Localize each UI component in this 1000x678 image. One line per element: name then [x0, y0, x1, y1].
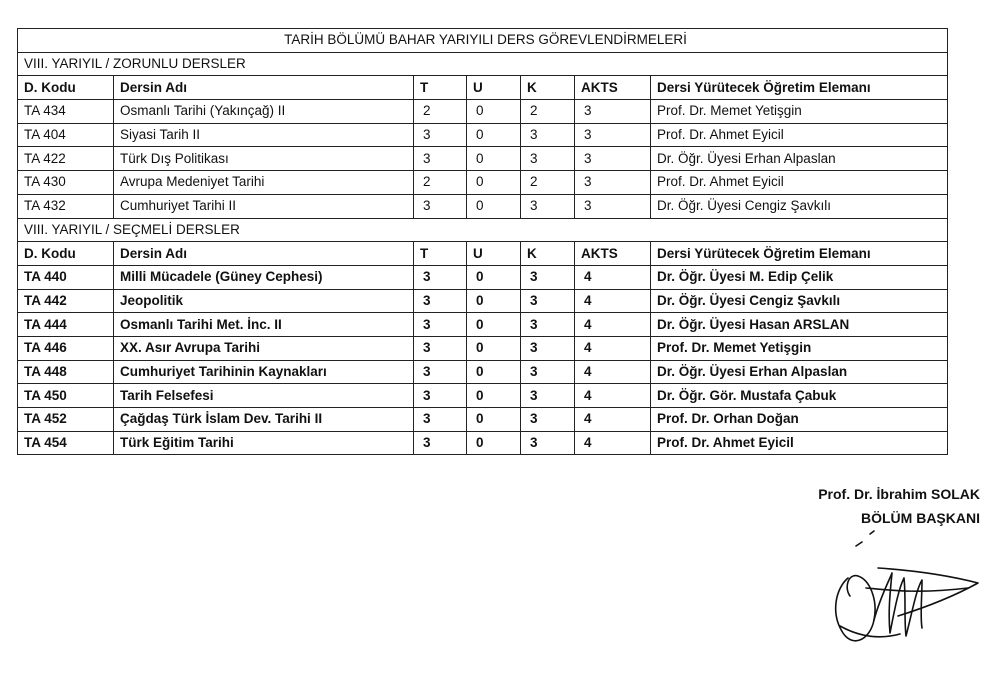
instructor-cell: Dr. Öğr. Gör. Mustafa Çabuk	[651, 384, 948, 408]
akts-cell: 4	[575, 431, 651, 455]
practice-hours-cell: 0	[467, 408, 521, 432]
instructor-cell: Dr. Öğr. Üyesi M. Edip Çelik	[651, 265, 948, 289]
credits-cell: 3	[521, 360, 575, 384]
column-header-credits: K	[521, 242, 575, 266]
practice-hours-cell: 0	[467, 171, 521, 195]
course-code-cell: TA 430	[18, 171, 114, 195]
course-code-cell: TA 446	[18, 336, 114, 360]
course-name-cell: Jeopolitik	[114, 289, 414, 313]
theory-hours-cell: 3	[414, 265, 467, 289]
theory-hours-cell: 3	[414, 123, 467, 147]
course-name-cell: Siyasi Tarih II	[114, 123, 414, 147]
compulsory-column-header-row	[18, 76, 948, 100]
practice-hours-cell: 0	[467, 289, 521, 313]
practice-hours-cell: 0	[467, 336, 521, 360]
akts-cell: 4	[575, 265, 651, 289]
akts-cell: 3	[575, 194, 651, 218]
table-row	[18, 336, 948, 360]
table-row	[18, 100, 948, 124]
instructor-cell: Dr. Öğr. Üyesi Cengiz Şavkılı	[651, 194, 948, 218]
document-title: TARİH BÖLÜMÜ BAHAR YARIYILI DERS GÖREVLENDİRMELERİ	[18, 29, 948, 53]
instructor-cell: Prof. Dr. Ahmet Eyicil	[651, 431, 948, 455]
theory-hours-cell: 3	[414, 360, 467, 384]
instructor-cell: Prof. Dr. Memet Yetişgin	[651, 336, 948, 360]
credits-cell: 3	[521, 123, 575, 147]
theory-hours-cell: 2	[414, 171, 467, 195]
akts-cell: 3	[575, 123, 651, 147]
theory-hours-cell: 3	[414, 384, 467, 408]
credits-cell: 3	[521, 265, 575, 289]
handwritten-signature	[818, 528, 993, 663]
instructor-cell: Prof. Dr. Ahmet Eyicil	[651, 123, 948, 147]
credits-cell: 2	[521, 100, 575, 124]
credits-cell: 3	[521, 431, 575, 455]
table-row	[18, 289, 948, 313]
theory-hours-cell: 3	[414, 431, 467, 455]
practice-hours-cell: 0	[467, 194, 521, 218]
course-code-cell: TA 450	[18, 384, 114, 408]
course-name-cell: Türk Dış Politikası	[114, 147, 414, 171]
akts-cell: 4	[575, 336, 651, 360]
instructor-cell: Prof. Dr. Orhan Doğan	[651, 408, 948, 432]
practice-hours-cell: 0	[467, 431, 521, 455]
theory-hours-cell: 3	[414, 408, 467, 432]
course-name-cell: Türk Eğitim Tarihi	[114, 431, 414, 455]
table-row	[18, 313, 948, 337]
course-name-cell: Osmanlı Tarihi (Yakınçağ) II	[114, 100, 414, 124]
column-header-course-name: Dersin Adı	[114, 76, 414, 100]
credits-cell: 3	[521, 384, 575, 408]
credits-cell: 3	[521, 313, 575, 337]
credits-cell: 3	[521, 147, 575, 171]
title-row	[18, 29, 948, 53]
table-row	[18, 384, 948, 408]
theory-hours-cell: 3	[414, 194, 467, 218]
signer-role: BÖLÜM BAŞKANI	[861, 510, 980, 526]
practice-hours-cell: 0	[467, 100, 521, 124]
course-code-cell: TA 422	[18, 147, 114, 171]
compulsory-section-heading-row	[18, 52, 948, 76]
course-code-cell: TA 432	[18, 194, 114, 218]
column-header-instructor: Dersi Yürütecek Öğretim Elemanı	[651, 76, 948, 100]
instructor-cell: Dr. Öğr. Üyesi Cengiz Şavkılı	[651, 289, 948, 313]
course-name-cell: Cumhuriyet Tarihi II	[114, 194, 414, 218]
column-header-theory-hours: T	[414, 76, 467, 100]
course-code-cell: TA 444	[18, 313, 114, 337]
akts-cell: 3	[575, 147, 651, 171]
course-name-cell: Osmanlı Tarihi Met. İnc. II	[114, 313, 414, 337]
course-name-cell: Milli Mücadele (Güney Cephesi)	[114, 265, 414, 289]
elective-column-header-row	[18, 242, 948, 266]
akts-cell: 3	[575, 171, 651, 195]
column-header-course-name: Dersin Adı	[114, 242, 414, 266]
course-code-cell: TA 448	[18, 360, 114, 384]
column-header-course-code: D. Kodu	[18, 242, 114, 266]
table-row	[18, 123, 948, 147]
akts-cell: 4	[575, 408, 651, 432]
elective-section-heading: VIII. YARIYIL / SEÇMELİ DERSLER	[18, 218, 948, 242]
signoff	[818, 482, 980, 530]
instructor-cell: Dr. Öğr. Üyesi Erhan Alpaslan	[651, 147, 948, 171]
column-header-course-code: D. Kodu	[18, 76, 114, 100]
course-code-cell: TA 454	[18, 431, 114, 455]
akts-cell: 4	[575, 384, 651, 408]
signer-name: Prof. Dr. İbrahim SOLAK	[818, 486, 980, 502]
theory-hours-cell: 3	[414, 336, 467, 360]
instructor-cell: Dr. Öğr. Üyesi Erhan Alpaslan	[651, 360, 948, 384]
course-code-cell: TA 452	[18, 408, 114, 432]
compulsory-section-heading: VIII. YARIYIL / ZORUNLU DERSLER	[18, 52, 948, 76]
practice-hours-cell: 0	[467, 360, 521, 384]
akts-cell: 4	[575, 313, 651, 337]
akts-cell: 4	[575, 360, 651, 384]
course-name-cell: Çağdaş Türk İslam Dev. Tarihi II	[114, 408, 414, 432]
credits-cell: 3	[521, 408, 575, 432]
column-header-akts: AKTS	[575, 242, 651, 266]
course-code-cell: TA 442	[18, 289, 114, 313]
course-name-cell: XX. Asır Avrupa Tarihi	[114, 336, 414, 360]
practice-hours-cell: 0	[467, 147, 521, 171]
credits-cell: 3	[521, 289, 575, 313]
column-header-akts: AKTS	[575, 76, 651, 100]
instructor-cell: Prof. Dr. Ahmet Eyicil	[651, 171, 948, 195]
theory-hours-cell: 2	[414, 100, 467, 124]
column-header-instructor: Dersi Yürütecek Öğretim Elemanı	[651, 242, 948, 266]
table-row	[18, 147, 948, 171]
practice-hours-cell: 0	[467, 384, 521, 408]
column-header-practice-hours: U	[467, 242, 521, 266]
course-name-cell: Avrupa Medeniyet Tarihi	[114, 171, 414, 195]
credits-cell: 3	[521, 336, 575, 360]
course-code-cell: TA 434	[18, 100, 114, 124]
credits-cell: 3	[521, 194, 575, 218]
column-header-practice-hours: U	[467, 76, 521, 100]
course-name-cell: Tarih Felsefesi	[114, 384, 414, 408]
course-code-cell: TA 404	[18, 123, 114, 147]
instructor-cell: Prof. Dr. Memet Yetişgin	[651, 100, 948, 124]
credits-cell: 2	[521, 171, 575, 195]
akts-cell: 4	[575, 289, 651, 313]
column-header-credits: K	[521, 76, 575, 100]
practice-hours-cell: 0	[467, 313, 521, 337]
instructor-cell: Dr. Öğr. Üyesi Hasan ARSLAN	[651, 313, 948, 337]
table-row	[18, 265, 948, 289]
theory-hours-cell: 3	[414, 289, 467, 313]
table-row	[18, 194, 948, 218]
column-header-theory-hours: T	[414, 242, 467, 266]
practice-hours-cell: 0	[467, 123, 521, 147]
practice-hours-cell: 0	[467, 265, 521, 289]
akts-cell: 3	[575, 100, 651, 124]
course-code-cell: TA 440	[18, 265, 114, 289]
course-name-cell: Cumhuriyet Tarihinin Kaynakları	[114, 360, 414, 384]
elective-section-heading-row	[18, 218, 948, 242]
theory-hours-cell: 3	[414, 313, 467, 337]
table-row	[18, 171, 948, 195]
table-row	[18, 408, 948, 432]
table-row	[18, 431, 948, 455]
table-row	[18, 360, 948, 384]
theory-hours-cell: 3	[414, 147, 467, 171]
course-assignment-table	[17, 28, 948, 455]
